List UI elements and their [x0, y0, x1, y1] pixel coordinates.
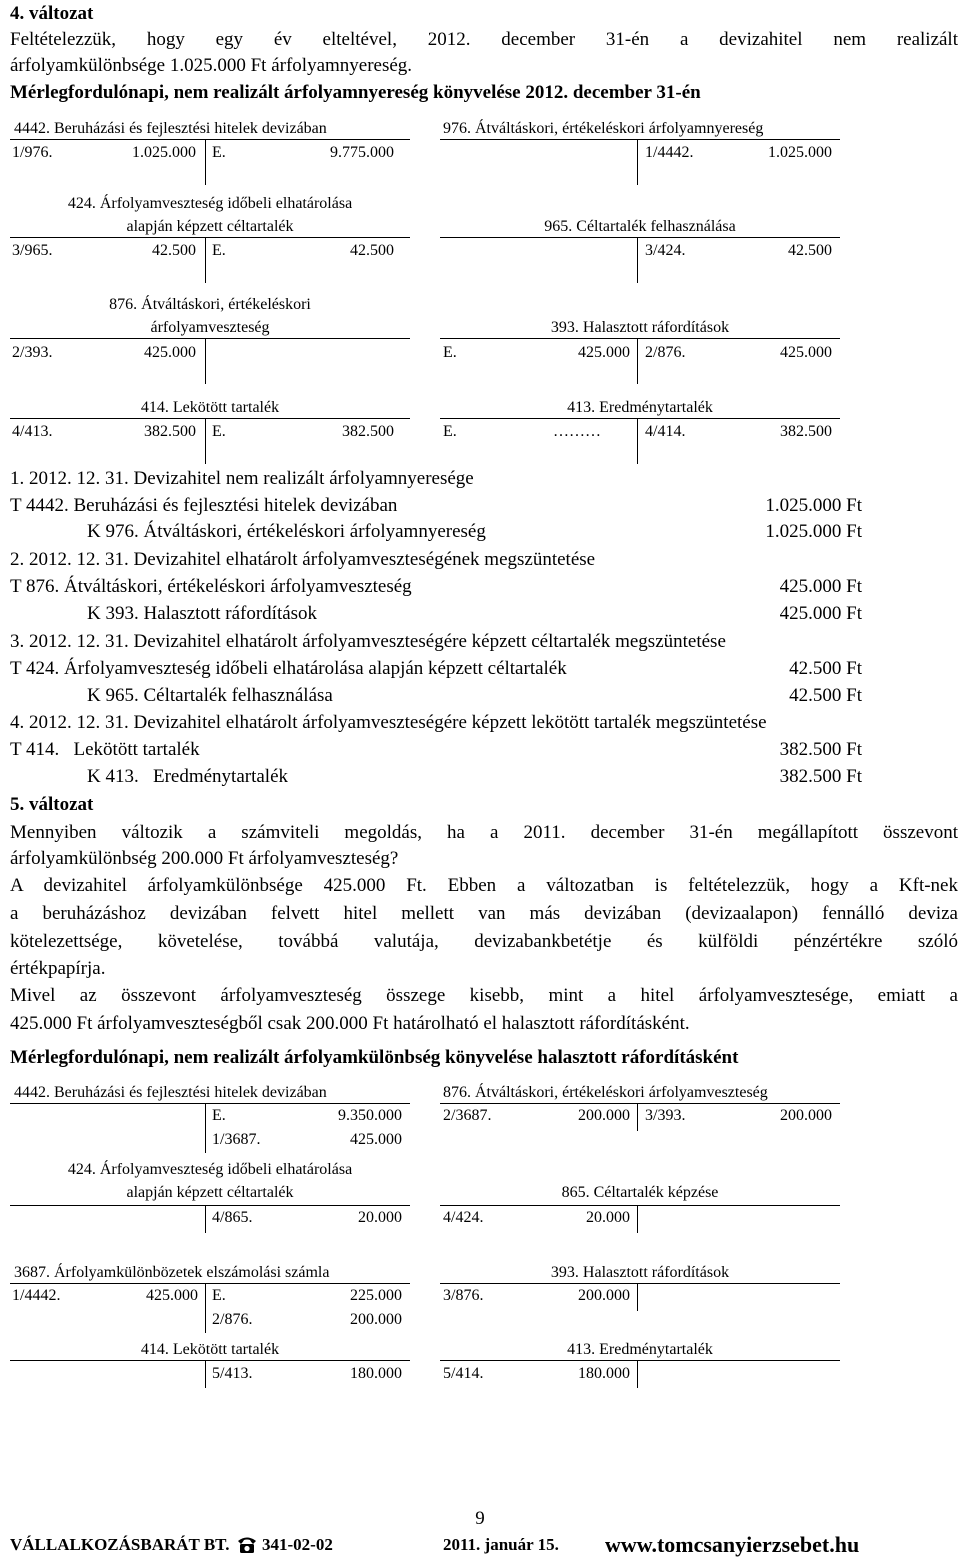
entry-amount: 1.025.000 [768, 144, 832, 161]
journal-amount: 425.000 Ft [779, 576, 862, 597]
paragraph-line: Mennyiben változik a számviteli megoldás, ha a 2011. december 31-én megállapított összevont [10, 822, 958, 843]
footer-date: 2011. január 15. [443, 1535, 559, 1554]
t-account-line [205, 1205, 206, 1233]
journal-title: 3. 2012. 12. 31. Devizahitel elhatárolt árfolyamveszteségére képzett céltartalék megszüntetése [10, 631, 726, 652]
intro-line: árfolyamkülönbsége 1.025.000 Ft árfolyamnyereség. [10, 55, 413, 76]
entry-ref: 2/876. [645, 344, 686, 361]
t-account-title: 976. Átváltáskori, értékeléskori árfolyamnyereség [443, 120, 764, 137]
entry-amount: 20.000 [586, 1209, 630, 1226]
entry-ref: 5/413. [212, 1365, 253, 1382]
entry-ref: 4/865. [212, 1209, 253, 1226]
t-account-title: 4442. Beruházási és fejlesztési hitelek devizában [14, 1084, 327, 1101]
journal-amount: 42.500 Ft [789, 658, 862, 679]
entry-ref: 4/413. [12, 423, 53, 440]
entry-amount: 425.000 [350, 1131, 402, 1148]
entry-ref: 1/976. [12, 144, 53, 161]
t-account-line [10, 237, 410, 238]
entry-amount: 180.000 [350, 1365, 402, 1382]
journal-amount: 425.000 Ft [779, 603, 862, 624]
entry-ref: E. [212, 144, 226, 161]
entry-ref: E. [443, 344, 457, 361]
t-account-title: 876. Átváltáskori, értékeléskori árfolyamveszteség [443, 1084, 768, 1101]
t-account-line [10, 1283, 410, 1284]
entry-ref: 1/4442. [12, 1287, 61, 1304]
entry-amount: 425.000 [146, 1287, 198, 1304]
section-heading-v5: 5. változat [10, 794, 94, 815]
t-account-title: árfolyamveszteség [150, 319, 270, 336]
t-account-line [205, 338, 206, 384]
t-account-line [637, 338, 638, 384]
entry-amount: 200.000 [578, 1287, 630, 1304]
t-account-line [637, 1283, 638, 1311]
journal-title: 2. 2012. 12. 31. Devizahitel elhatárolt árfolyamveszteségének megszüntetése [10, 549, 596, 570]
intro-line: Feltételezzük, hogy egy év elteltével, 2012. december 31-én a devizahitel nem realizált [10, 29, 958, 50]
journal-amount: 42.500 Ft [789, 685, 862, 706]
t-account-title: 424. Árfolyamveszteség időbeli elhatárolása [67, 195, 353, 212]
entry-ref: 3/424. [645, 242, 686, 259]
t-account-line [205, 139, 206, 185]
t-account-title: 4442. Beruházási és fejlesztési hitelek devizában [14, 120, 327, 137]
t-account-line [10, 1360, 410, 1361]
t-account-title: 393. Halasztott ráfordítások [550, 319, 730, 336]
t-account-line [637, 1360, 638, 1388]
t-account-line [205, 1360, 206, 1388]
journal-debit: T 414. Lekötött tartalék [10, 739, 200, 760]
footer-company: VÁLLALKOZÁSBARÁT BT. [10, 1535, 230, 1554]
journal-amount: 1.025.000 Ft [765, 495, 862, 516]
phone-icon [236, 1535, 258, 1555]
entry-amount: 200.000 [780, 1107, 832, 1124]
journal-amount: 382.500 Ft [779, 739, 862, 760]
entry-ref: E. [212, 423, 226, 440]
t-account-line [637, 139, 638, 185]
entry-ref: 2/876. [212, 1311, 253, 1328]
entry-amount: 180.000 [578, 1365, 630, 1382]
entry-amount: 42.500 [350, 242, 394, 259]
t-account-title: 393. Halasztott ráfordítások [550, 1264, 730, 1281]
t-account-title: 413. Eredménytartalék [567, 1341, 713, 1358]
t-account-line [10, 1205, 410, 1206]
entry-ref: E. [212, 242, 226, 259]
t-account-title: 424. Árfolyamveszteség időbeli elhatárolása [67, 1161, 353, 1178]
entry-amount: 20.000 [358, 1209, 402, 1226]
entry-amount: 42.500 [152, 242, 196, 259]
t-account-line [205, 237, 206, 283]
t-account-line [440, 1205, 840, 1206]
t-account-line [440, 237, 840, 238]
journal-credit: K 393. Halasztott ráfordítások [87, 603, 318, 624]
journal-debit: T 876. Átváltáskori, értékeléskori árfolyamveszteség [10, 576, 412, 597]
entry-amount: 9.775.000 [330, 144, 394, 161]
journal-credit: K 965. Céltartalék felhasználása [87, 685, 333, 706]
t-account-title: 865. Céltartalék képzése [561, 1184, 719, 1201]
t-account-line [205, 1283, 206, 1333]
t-account-title: 414. Lekötött tartalék [140, 1341, 280, 1358]
t-account-line [440, 1103, 840, 1104]
bold-title: Mérlegfordulónapi, nem realizált árfolyamnyereség könyvelése 2012. december 31-én [10, 82, 701, 103]
entry-amount: ……… [553, 423, 601, 440]
paragraph-line: 425.000 Ft árfolyamveszteségből csak 200.000 Ft határolható el halasztott ráfordításként. [10, 1013, 690, 1034]
t-account-line [637, 418, 638, 464]
entry-ref: E. [212, 1287, 226, 1304]
t-account-line [440, 1283, 840, 1284]
entry-ref: 1/3687. [212, 1131, 261, 1148]
entry-ref: 3/965. [12, 242, 53, 259]
t-account-line [205, 418, 206, 464]
t-account-line [10, 418, 410, 419]
t-account-line [637, 237, 638, 283]
t-account-line [10, 338, 410, 339]
footer-website[interactable]: www.tomcsanyierzsebet.hu [605, 1532, 860, 1557]
t-account-title: alapján képzett céltartalék [126, 218, 294, 235]
t-account-line [10, 1103, 410, 1104]
t-account-title: 3687. Árfolyamkülönbözetek elszámolási számla [14, 1264, 330, 1281]
paragraph-line: kötelezettsége, követelése, továbbá valutája, devizabankbetétje és külföldi pénzértékre szóló [10, 931, 958, 952]
section-heading-v4: 4. változat [10, 3, 94, 24]
t-account-line [637, 1103, 638, 1131]
entry-ref: 4/414. [645, 423, 686, 440]
journal-amount: 382.500 Ft [779, 766, 862, 787]
t-account-line [440, 139, 840, 140]
entry-amount: 225.000 [350, 1287, 402, 1304]
t-account-line [10, 139, 410, 140]
paragraph-line: értékpapírja. [10, 958, 106, 979]
journal-credit: K 413. Eredménytartalék [87, 766, 289, 787]
paragraph-line: Mivel az összevont árfolyamveszteség összege kisebb, mint a hitel árfolyamvesztesége, emiatt a [10, 985, 958, 1006]
t-account-line [440, 1360, 840, 1361]
t-account-line [205, 1103, 206, 1153]
entry-ref: E. [212, 1107, 226, 1124]
entry-amount: 9.350.000 [338, 1107, 402, 1124]
entry-ref: 5/414. [443, 1365, 484, 1382]
t-account-title: 413. Eredménytartalék [567, 399, 713, 416]
journal-credit: K 976. Átváltáskori, értékeléskori árfolyamnyereség [87, 521, 486, 542]
journal-debit: T 424. Árfolyamveszteség időbeli elhatárolása alapján képzett céltartalék [10, 658, 567, 679]
entry-ref: 2/393. [12, 344, 53, 361]
t-account-title: 965. Céltartalék felhasználása [544, 218, 736, 235]
t-account-line [440, 338, 840, 339]
entry-amount: 382.500 [780, 423, 832, 440]
entry-ref: 2/3687. [443, 1107, 492, 1124]
paragraph-line: A devizahitel árfolyamkülönbsége 425.000 Ft. Ebben a változatban is feltételezzük, hogy a Kft-nek [10, 875, 958, 896]
entry-amount: 1.025.000 [132, 144, 196, 161]
entry-ref: E. [443, 423, 457, 440]
entry-amount: 382.500 [342, 423, 394, 440]
entry-amount: 425.000 [578, 344, 630, 361]
entry-ref: 1/4442. [645, 144, 694, 161]
bold-title: Mérlegfordulónapi, nem realizált árfolyamkülönbség könyvelése halasztott ráfordításként [10, 1047, 739, 1068]
entry-amount: 42.500 [788, 242, 832, 259]
entry-ref: 4/424. [443, 1209, 484, 1226]
entry-amount: 425.000 [144, 344, 196, 361]
entry-amount: 382.500 [144, 423, 196, 440]
t-account-title: alapján képzett céltartalék [126, 1184, 294, 1201]
entry-amount: 200.000 [578, 1107, 630, 1124]
entry-ref: 3/876. [443, 1287, 484, 1304]
t-account-line [637, 1205, 638, 1233]
t-account-line [440, 418, 840, 419]
entry-amount: 200.000 [350, 1311, 402, 1328]
journal-title: 4. 2012. 12. 31. Devizahitel elhatárolt árfolyamveszteségére képzett lekötött tartalék megszüntetése [10, 712, 767, 733]
t-account-title: 414. Lekötött tartalék [140, 399, 280, 416]
journal-title: 1. 2012. 12. 31. Devizahitel nem realizált árfolyamnyeresége [10, 468, 474, 489]
journal-amount: 1.025.000 Ft [765, 521, 862, 542]
entry-amount: 425.000 [780, 344, 832, 361]
journal-debit: T 4442. Beruházási és fejlesztési hitelek devizában [10, 495, 398, 516]
page-number: 9 [475, 1508, 485, 1529]
entry-ref: 3/393. [645, 1107, 686, 1124]
paragraph-line: a beruházáshoz devizában felvett hitel mellett van más devizában (devizaalapon) fennálló deviza [10, 903, 958, 924]
footer-phone: 341-02-02 [262, 1535, 333, 1554]
paragraph-line: árfolyamkülönbség 200.000 Ft árfolyamveszteség? [10, 848, 399, 869]
t-account-title: 876. Átváltáskori, értékeléskori [109, 296, 311, 313]
